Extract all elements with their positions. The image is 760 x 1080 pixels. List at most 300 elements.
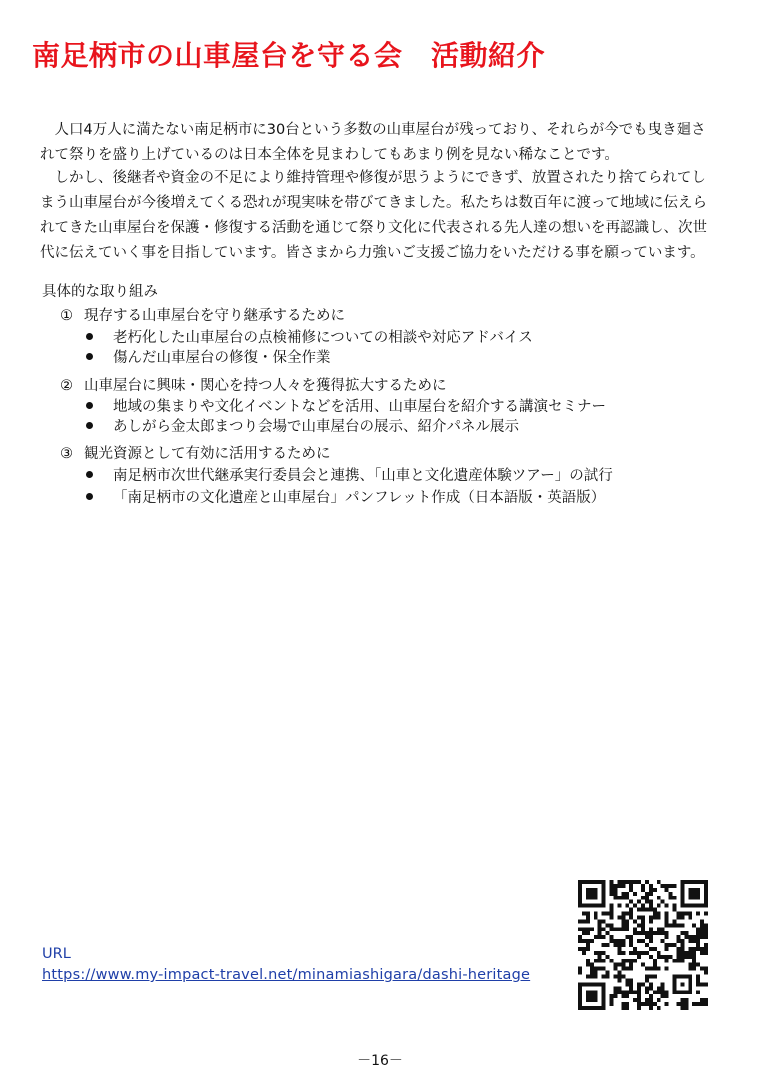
qr-module: [673, 884, 677, 888]
qr-module: [586, 959, 590, 963]
qr-module: [665, 955, 669, 959]
qr-module: [590, 963, 594, 967]
qr-module: [602, 919, 606, 923]
bullet-item: [86, 346, 331, 367]
qr-module: [700, 919, 704, 923]
qr-module: [578, 927, 582, 931]
qr-module: [653, 947, 657, 951]
qr-module: [633, 951, 637, 955]
qr-module: [613, 939, 617, 943]
qr-module: [598, 931, 602, 935]
qr-module: [613, 967, 617, 971]
qr-module: [657, 915, 661, 919]
qr-module: [629, 943, 633, 947]
qr-module: [696, 963, 700, 967]
qr-module: [621, 963, 625, 967]
qr-module: [704, 927, 708, 931]
qr-module: [704, 943, 708, 947]
qr-module: [621, 923, 625, 927]
qr-module: [625, 978, 629, 982]
qr-module: [590, 927, 594, 931]
qr-module: [649, 955, 653, 959]
qr-module: [613, 888, 617, 892]
qr-module: [629, 935, 633, 939]
qr-module: [692, 947, 696, 951]
qr-module: [661, 994, 665, 998]
qr-module: [621, 1002, 625, 1006]
qr-module: [617, 880, 621, 884]
qr-module: [586, 927, 590, 931]
qr-module: [680, 1006, 684, 1010]
qr-module: [610, 915, 614, 919]
qr-module: [617, 986, 621, 990]
qr-module: [621, 927, 625, 931]
qr-module: [645, 986, 649, 990]
qr-module: [598, 955, 602, 959]
qr-module: [641, 931, 645, 935]
item-heading: 山車屋台に興味・関心を持つ人々を獲得拡大するために: [84, 378, 447, 394]
qr-module: [610, 935, 614, 939]
qr-module: [649, 947, 653, 951]
qr-module: [700, 1002, 704, 1006]
qr-module: [594, 951, 598, 955]
qr-module: [661, 955, 665, 959]
qr-module: [625, 935, 629, 939]
qr-module: [578, 935, 582, 939]
qr-module: [673, 908, 677, 912]
qr-module: [621, 884, 625, 888]
qr-module: [590, 975, 594, 979]
qr-module: [665, 967, 669, 971]
qr-module: [617, 971, 621, 975]
qr-module: [696, 931, 700, 935]
qr-module: [657, 990, 661, 994]
qr-module: [633, 959, 637, 963]
qr-module: [676, 935, 680, 939]
qr-module: [586, 947, 590, 951]
qr-module: [692, 967, 696, 971]
qr-module: [696, 939, 700, 943]
qr-module: [657, 1006, 661, 1010]
qr-module: [661, 990, 665, 994]
qr-module: [637, 982, 641, 986]
qr-module: [649, 986, 653, 990]
qr-module: [610, 904, 614, 908]
qr-module: [613, 986, 617, 990]
qr-module: [684, 931, 688, 935]
qr-module: [606, 975, 610, 979]
qr-module: [680, 951, 684, 955]
qr-module: [653, 908, 657, 912]
item-heading: 現存する山車屋台を守り継承するために: [84, 308, 345, 324]
mission-paragraph: しかし、後継者や資金の不足により維持管理や修復が思うようにできず、放置されたり捨てられてしまう山車屋台が今後増えてくる恐れが現実味を帯びてきました。私たちは数百年に渡って地域に伝えられてきた山車屋台を保護・修復する活動を通じて祭り文化に代表される先人達の想いを再認識し、次世代に伝えていく事を目指しています。皆さまから力強いご支援ご協力をいただける事を願っています。: [40, 170, 707, 261]
qr-module: [653, 959, 657, 963]
qr-module: [590, 967, 594, 971]
qr-module: [613, 990, 617, 994]
qr-module: [680, 1002, 684, 1006]
qr-module: [629, 982, 633, 986]
qr-module: [606, 955, 610, 959]
qr-module: [617, 939, 621, 943]
qr-module: [645, 978, 649, 982]
qr-module: [657, 951, 661, 955]
qr-module: [598, 967, 602, 971]
qr-module: [629, 959, 633, 963]
qr-module: [680, 915, 684, 919]
qr-module: [602, 927, 606, 931]
qr-module: [665, 990, 669, 994]
qr-module: [645, 1002, 649, 1006]
qr-module: [617, 915, 621, 919]
qr-module: [594, 959, 598, 963]
qr-module: [629, 908, 633, 912]
qr-module: [613, 896, 617, 900]
qr-module: [598, 951, 602, 955]
qr-module: [610, 939, 614, 943]
qr-module: [602, 912, 606, 916]
qr-module: [594, 975, 598, 979]
qr-module: [617, 927, 621, 931]
qr-module: [637, 931, 641, 935]
qr-module: [653, 888, 657, 892]
qr-module: [610, 912, 614, 916]
qr-module: [641, 908, 645, 912]
qr-module: [665, 888, 669, 892]
qr-module: [700, 982, 704, 986]
qr-module: [661, 982, 665, 986]
qr-module: [610, 888, 614, 892]
qr-module: [617, 884, 621, 888]
qr-module: [582, 927, 586, 931]
qr-module: [700, 927, 704, 931]
qr-module: [696, 935, 700, 939]
qr-module: [637, 1002, 641, 1006]
qr-module: [586, 963, 590, 967]
qr-module: [688, 915, 692, 919]
qr-module: [625, 982, 629, 986]
qr-module: [625, 1006, 629, 1010]
qr-module: [629, 880, 633, 884]
qr-module: [673, 919, 677, 923]
qr-module: [637, 923, 641, 927]
qr-module: [684, 935, 688, 939]
bullet-icon: [86, 402, 93, 409]
qr-module: [657, 896, 661, 900]
qr-module: [606, 943, 610, 947]
qr-module: [641, 951, 645, 955]
qr-module: [586, 975, 590, 979]
bullet-item: [86, 486, 605, 507]
qr-module: [669, 955, 673, 959]
qr-module: [657, 904, 661, 908]
qr-module: [637, 939, 641, 943]
qr-module: [637, 1006, 641, 1010]
qr-module: [586, 919, 590, 923]
qr-module: [645, 896, 649, 900]
qr-module: [629, 884, 633, 888]
qr-module: [625, 994, 629, 998]
qr-module: [629, 990, 633, 994]
qr-module: [669, 943, 673, 947]
qr-module: [665, 915, 669, 919]
qr-module: [617, 943, 621, 947]
qr-module: [657, 912, 661, 916]
qr-module: [696, 982, 700, 986]
qr-module: [594, 915, 598, 919]
qr-module: [602, 943, 606, 947]
qr-module: [621, 975, 625, 979]
qr-module: [673, 959, 677, 963]
qr-module: [692, 923, 696, 927]
qr-module: [586, 939, 590, 943]
page-title: 南足柄市の山車屋台を守る会 活動紹介: [32, 39, 546, 72]
qr-module: [613, 892, 617, 896]
qr-module: [692, 939, 696, 943]
qr-module: [649, 1002, 653, 1006]
qr-module: [621, 915, 625, 919]
qr-module: [684, 951, 688, 955]
qr-module: [617, 963, 621, 967]
qr-module: [625, 1002, 629, 1006]
qr-module: [641, 963, 645, 967]
qr-module: [645, 892, 649, 896]
qr-module: [684, 1006, 688, 1010]
qr-module: [645, 943, 649, 947]
qr-module: [641, 884, 645, 888]
qr-module: [610, 1002, 614, 1006]
qr-module: [625, 904, 629, 908]
qr-module: [637, 900, 641, 904]
qr-module: [688, 963, 692, 967]
qr-module: [629, 978, 633, 982]
qr-module: [684, 998, 688, 1002]
qr-module: [684, 912, 688, 916]
qr-module: [621, 1006, 625, 1010]
qr-module: [673, 923, 677, 927]
qr-module: [637, 990, 641, 994]
qr-module: [637, 915, 641, 919]
qr-module: [586, 931, 590, 935]
qr-module: [629, 900, 633, 904]
page-number: －16－: [357, 1053, 403, 1069]
qr-module: [610, 923, 614, 927]
qr-module: [621, 959, 625, 963]
qr-module: [696, 943, 700, 947]
qr-module: [641, 904, 645, 908]
qr-module: [684, 955, 688, 959]
qr-module: [641, 939, 645, 943]
qr-module: [617, 947, 621, 951]
qr-module: [692, 955, 696, 959]
bullet-icon: [86, 333, 93, 340]
qr-module: [625, 880, 629, 884]
qr-module: [617, 951, 621, 955]
qr-module: [688, 951, 692, 955]
qr-module: [637, 986, 641, 990]
website-link[interactable]: https://www.my-impact-travel.net/minamiashigara/dashi-heritage: [42, 967, 531, 983]
qr-module: [649, 967, 653, 971]
qr-module: [680, 939, 684, 943]
qr-module: [649, 915, 653, 919]
qr-module: [629, 888, 633, 892]
qr-module: [582, 931, 586, 935]
bullet-text: 南足柄市次世代継承実行委員会と連携、「山車と文化遺産体験ツアー」の試行: [113, 468, 613, 484]
qr-module: [669, 892, 673, 896]
qr-module: [598, 919, 602, 923]
qr-module: [645, 908, 649, 912]
qr-module: [688, 955, 692, 959]
qr-module: [610, 880, 614, 884]
qr-module: [676, 959, 680, 963]
qr-module: [649, 919, 653, 923]
qr-module: [641, 982, 645, 986]
qr-module: [676, 951, 680, 955]
qr-module: [680, 931, 684, 935]
qr-module: [665, 904, 669, 908]
qr-module: [621, 892, 625, 896]
qr-module: [617, 896, 621, 900]
qr-module: [673, 943, 677, 947]
qr-module: [598, 959, 602, 963]
qr-module: [613, 963, 617, 967]
bullet-text: 「南足柄市の文化遺産と山車屋台」パンフレット作成（日本語版・英語版）: [113, 490, 606, 506]
qr-module: [625, 967, 629, 971]
qr-module: [594, 967, 598, 971]
qr-module: [610, 998, 614, 1002]
qr-module: [696, 978, 700, 982]
qr-module: [657, 931, 661, 935]
qr-module: [704, 951, 708, 955]
qr-module: [653, 990, 657, 994]
qr-module: [657, 967, 661, 971]
qr-module: [621, 912, 625, 916]
qr-module: [649, 931, 653, 935]
qr-module: [653, 915, 657, 919]
qr-module: [633, 931, 637, 935]
qr-module: [688, 912, 692, 916]
qr-module: [680, 912, 684, 916]
qr-module: [582, 939, 586, 943]
qr-module: [673, 904, 677, 908]
qr-module: [645, 880, 649, 884]
qr-module: [696, 990, 700, 994]
qr-module: [633, 892, 637, 896]
qr-module: [625, 912, 629, 916]
qr-module: [696, 912, 700, 916]
qr-module: [649, 892, 653, 896]
qr-module: [704, 931, 708, 935]
qr-module: [653, 931, 657, 935]
section-label: 具体的な取り組み: [42, 284, 158, 300]
qr-module: [704, 912, 708, 916]
qr-module: [649, 904, 653, 908]
qr-module: [700, 998, 704, 1002]
bullet-icon: [86, 471, 93, 478]
qr-module: [649, 982, 653, 986]
qr-module: [621, 919, 625, 923]
qr-module: [649, 927, 653, 931]
qr-module: [645, 931, 649, 935]
qr-module: [680, 923, 684, 927]
qr-module: [582, 947, 586, 951]
qr-module: [629, 951, 633, 955]
qr-module: [657, 880, 661, 884]
intro-paragraph: 人口4万人に満たない南足柄市に30台という多数の山車屋台が残っており、それらが今でも曳き廻されて祭りを盛り上げているのは日本全体を見まわしてもあまり例を見ない稀なことです。: [40, 122, 706, 163]
qr-module: [704, 947, 708, 951]
qr-module: [696, 927, 700, 931]
qr-module: [641, 927, 645, 931]
qr-module: [704, 1002, 708, 1006]
qr-module: [621, 967, 625, 971]
qr-module: [645, 951, 649, 955]
qr-module: [602, 967, 606, 971]
qr-module: [688, 967, 692, 971]
qr-module: [582, 919, 586, 923]
qr-module: [704, 982, 708, 986]
qr-module: [649, 1006, 653, 1010]
qr-module: [704, 923, 708, 927]
qr-module: [606, 923, 610, 927]
qr-module: [645, 975, 649, 979]
qr-module: [657, 998, 661, 1002]
qr-module: [598, 923, 602, 927]
qr-module: [629, 963, 633, 967]
qr-module: [633, 904, 637, 908]
qr-module: [680, 955, 684, 959]
qr-module: [657, 955, 661, 959]
qr-module: [661, 900, 665, 904]
qr-module: [613, 884, 617, 888]
initiative-item-1: [60, 304, 345, 325]
qr-module: [684, 1002, 688, 1006]
qr-module: [594, 971, 598, 975]
item-number: ③: [60, 446, 73, 462]
qr-module: [665, 943, 669, 947]
qr-module: [578, 971, 582, 975]
qr-module: [661, 884, 665, 888]
qr-module: [617, 978, 621, 982]
qr-module: [598, 935, 602, 939]
qr-module: [637, 998, 641, 1002]
qr-module: [700, 931, 704, 935]
qr-module: [676, 912, 680, 916]
qr-module: [637, 955, 641, 959]
qr-module: [704, 971, 708, 975]
qr-module: [578, 939, 582, 943]
qr-module: [641, 1002, 645, 1006]
qr-module: [696, 975, 700, 979]
qr-module: [676, 923, 680, 927]
qr-module: [661, 931, 665, 935]
qr-module: [621, 951, 625, 955]
qr-module: [617, 904, 621, 908]
qr-module: [704, 967, 708, 971]
qr-module: [676, 1002, 680, 1006]
qr-module: [625, 959, 629, 963]
qr-module: [645, 990, 649, 994]
qr-module: [594, 912, 598, 916]
qr-module: [680, 947, 684, 951]
qr-module: [649, 888, 653, 892]
qr-module: [653, 967, 657, 971]
qr-module: [653, 975, 657, 979]
qr-module: [645, 998, 649, 1002]
qr-module: [617, 975, 621, 979]
qr-module: [602, 935, 606, 939]
qr-module: [610, 927, 614, 931]
qr-module: [661, 986, 665, 990]
qr-module: [665, 947, 669, 951]
